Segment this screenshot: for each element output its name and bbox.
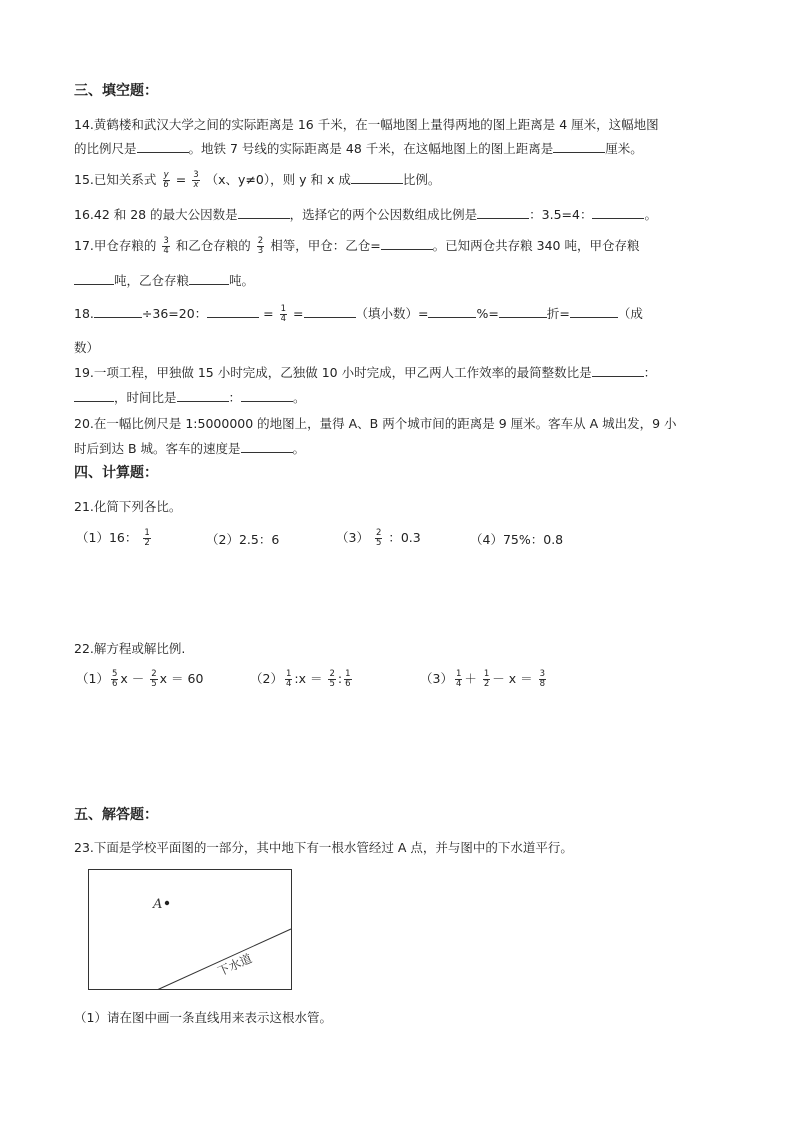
q18-text-e: （填小数）= bbox=[355, 306, 429, 321]
q16-mid: ，选择它的两个公因数组成比例是 bbox=[289, 207, 478, 222]
q21-part4: （4）75%：0.8 bbox=[470, 532, 564, 547]
answer-blank[interactable] bbox=[137, 139, 189, 153]
denominator: 4 bbox=[455, 679, 462, 689]
denominator: 2 bbox=[144, 538, 150, 548]
answer-blank[interactable] bbox=[74, 271, 114, 285]
q21-title: 21.化简下列各比。 bbox=[74, 499, 182, 514]
q15-line bbox=[74, 170, 440, 190]
school-plan-figure bbox=[88, 869, 293, 991]
q17-text-c: 相等，甲仓：乙仓= bbox=[270, 238, 381, 253]
denominator: 6 bbox=[111, 679, 118, 689]
fraction bbox=[285, 670, 292, 689]
q23-intro: 23.下面是学校平面图的一部分，其中地下有一根水管经过 A 点，并与图中的下水道平行。 bbox=[74, 840, 573, 855]
answer-blank[interactable] bbox=[499, 304, 547, 318]
q20-line2-a: 时后到达 B 城。客车的速度是 bbox=[74, 441, 241, 456]
numerator: y bbox=[163, 170, 169, 180]
answer-blank[interactable] bbox=[477, 205, 529, 219]
q22-part2 bbox=[250, 669, 354, 689]
denominator: 5 bbox=[375, 538, 382, 548]
q14-text-b: 。地铁 7 号线的实际距离是 48 千米，在这幅地图上的图上距离是 bbox=[188, 141, 554, 156]
q21-p1-text: （1）16： bbox=[76, 530, 138, 545]
equals-sign: = bbox=[175, 172, 187, 187]
denominator: 2 bbox=[483, 679, 490, 689]
answer-blank[interactable] bbox=[592, 205, 644, 219]
numerator: 1 bbox=[144, 528, 150, 538]
answer-blank[interactable] bbox=[189, 271, 229, 285]
q18-text-d: = bbox=[293, 306, 304, 321]
fraction bbox=[455, 670, 462, 689]
fraction bbox=[539, 670, 546, 689]
fraction bbox=[483, 670, 490, 689]
answer-blank[interactable] bbox=[428, 304, 476, 318]
numerator: 1 bbox=[345, 669, 351, 679]
q16-prefix: 16.42 和 28 的最大公因数是 bbox=[74, 207, 238, 222]
denominator: 6 bbox=[163, 180, 169, 190]
numerator: 1 bbox=[483, 669, 490, 679]
answer-blank[interactable] bbox=[241, 388, 293, 402]
q20-line1: 20.在一幅比例尺是 1:5000000 的地图上，量得 A、B 两个城市间的距离是 9 厘米。客车从 A 城出发，9 小 bbox=[74, 416, 677, 431]
q22-p3-mid: － x ＝ bbox=[492, 671, 533, 686]
denominator: 4 bbox=[280, 314, 287, 324]
denominator: 6 bbox=[345, 679, 351, 689]
q17-text-b: 和乙仓存粮的 bbox=[175, 238, 251, 253]
q16-mid2: 3.5=4： bbox=[541, 207, 593, 222]
answer-blank[interactable] bbox=[381, 236, 433, 250]
q17-line2-b: 吨。 bbox=[229, 273, 255, 288]
denominator: 4 bbox=[163, 246, 169, 256]
answer-blank[interactable] bbox=[304, 304, 356, 318]
numerator: 1 bbox=[285, 669, 292, 679]
plan-border bbox=[89, 870, 292, 990]
fraction bbox=[162, 171, 169, 190]
numerator: 5 bbox=[111, 669, 118, 679]
q22-p1-end: x ＝ 60 bbox=[159, 671, 204, 686]
q21-part1 bbox=[76, 528, 153, 548]
numerator: 2 bbox=[329, 669, 335, 679]
q14-text-c: 厘米。 bbox=[605, 141, 643, 156]
q14-text-a: 的比例尺是 bbox=[74, 141, 137, 156]
numerator: 1 bbox=[455, 669, 462, 679]
answer-blank[interactable] bbox=[592, 363, 644, 377]
numerator: 2 bbox=[151, 669, 157, 679]
q22-part3 bbox=[420, 669, 548, 689]
q19-line1 bbox=[74, 363, 656, 381]
answer-blank[interactable] bbox=[351, 170, 403, 184]
section3-heading: 三、填空题： bbox=[74, 83, 158, 99]
q19-line2-a: ，时间比是 bbox=[114, 390, 177, 405]
numerator: 2 bbox=[257, 236, 264, 246]
q22-p1-label: （1） bbox=[76, 671, 109, 686]
q18-text-f: %= bbox=[476, 306, 499, 321]
q20-line2 bbox=[74, 439, 305, 457]
denominator: 5 bbox=[151, 679, 157, 689]
denominator: 4 bbox=[285, 679, 292, 689]
q19-line2 bbox=[74, 388, 306, 406]
q19-line2-c: 。 bbox=[293, 390, 306, 405]
q18-line1 bbox=[74, 304, 643, 324]
q15-prefix: 15.已知关系式 bbox=[74, 172, 157, 187]
denominator: x bbox=[193, 180, 199, 190]
fraction bbox=[111, 670, 118, 689]
q17-line2 bbox=[74, 271, 254, 289]
fraction bbox=[344, 670, 351, 689]
q22-p1-mid: x － bbox=[120, 671, 145, 686]
q15-condition: （x、y≠0），则 y 和 x 成 bbox=[205, 172, 351, 187]
answer-blank[interactable] bbox=[207, 304, 259, 318]
q19-line2-b: ： bbox=[228, 390, 242, 405]
answer-blank[interactable] bbox=[94, 304, 142, 318]
q19-colon: ： bbox=[643, 365, 657, 380]
fraction bbox=[143, 529, 150, 548]
answer-blank[interactable] bbox=[241, 439, 293, 453]
fraction bbox=[328, 670, 335, 689]
q22-part1 bbox=[76, 669, 203, 689]
numerator: 3 bbox=[539, 669, 546, 679]
q22-p2-mid: :x ＝ bbox=[294, 671, 323, 686]
point-a-label: A bbox=[153, 897, 163, 912]
q17-text-d: 。已知两仓共存粮 340 吨，甲仓存粮 bbox=[432, 238, 640, 253]
q22-p3-label: （3） bbox=[420, 671, 453, 686]
fraction bbox=[150, 670, 157, 689]
fraction bbox=[375, 529, 382, 548]
q18-text-h: （成 bbox=[617, 306, 643, 321]
fraction bbox=[280, 305, 287, 324]
q16-suffix: 。 bbox=[644, 207, 657, 222]
denominator: 3 bbox=[257, 246, 264, 256]
q19-text-a: 19.一项工程，甲独做 15 小时完成，乙独做 10 小时完成，甲乙两人工作效率的最简整数比是 bbox=[74, 365, 592, 380]
section4-heading: 四、计算题： bbox=[74, 465, 158, 481]
point-a-dot bbox=[165, 901, 169, 905]
q21-part3 bbox=[336, 528, 421, 548]
q18-text-a: 18. bbox=[74, 306, 94, 321]
denominator: 5 bbox=[329, 679, 335, 689]
q20-line2-b: 。 bbox=[292, 441, 306, 456]
q14-line2 bbox=[74, 139, 643, 157]
q22-p3-plus: ＋ bbox=[464, 671, 477, 686]
q22-p2-colon: : bbox=[337, 671, 343, 686]
q17-line2-a: 吨，乙仓存粮 bbox=[114, 273, 190, 288]
q18-text-c: = bbox=[263, 306, 274, 321]
numerator: 1 bbox=[280, 304, 287, 314]
q23-sub1: （1）请在图中画一条直线用来表示这根水管。 bbox=[74, 1010, 332, 1025]
answer-blank[interactable] bbox=[553, 139, 605, 153]
q17-text-a: 17.甲仓存粮的 bbox=[74, 238, 157, 253]
q14-line1: 14.黄鹤楼和武汉大学之间的实际距离是 16 千米，在一幅地图上量得两地的图上距离是 4 厘米，这幅地图 bbox=[74, 117, 659, 132]
q16-colon: ： bbox=[529, 207, 542, 222]
sewer-label: 下水道 bbox=[215, 951, 255, 979]
fraction bbox=[257, 237, 264, 256]
answer-blank[interactable] bbox=[570, 304, 618, 318]
q18-text-b: ÷36=20： bbox=[141, 306, 208, 321]
q21-p3-label: （3） bbox=[336, 530, 369, 545]
numerator: 3 bbox=[163, 236, 169, 246]
answer-blank[interactable] bbox=[74, 388, 114, 402]
numerator: 3 bbox=[193, 170, 199, 180]
q16-line bbox=[74, 205, 657, 223]
answer-blank[interactable] bbox=[177, 388, 229, 402]
q17-line1 bbox=[74, 236, 639, 256]
fraction bbox=[162, 237, 169, 256]
q15-suffix: 比例。 bbox=[402, 172, 441, 187]
numerator: 2 bbox=[375, 528, 382, 538]
fraction bbox=[192, 171, 199, 190]
q22-p2-label: （2） bbox=[250, 671, 283, 686]
q21-p3-text: ：0.3 bbox=[388, 530, 421, 545]
q22-title: 22.解方程或解比例. bbox=[74, 641, 186, 656]
q18-line2: 数） bbox=[74, 340, 100, 355]
section5-heading: 五、解答题： bbox=[74, 807, 158, 823]
answer-blank[interactable] bbox=[238, 205, 290, 219]
q21-part2: （2）2.5：6 bbox=[206, 532, 280, 547]
q18-text-g: 折= bbox=[546, 306, 570, 321]
sewer-line bbox=[158, 929, 291, 990]
denominator: 8 bbox=[539, 679, 546, 689]
